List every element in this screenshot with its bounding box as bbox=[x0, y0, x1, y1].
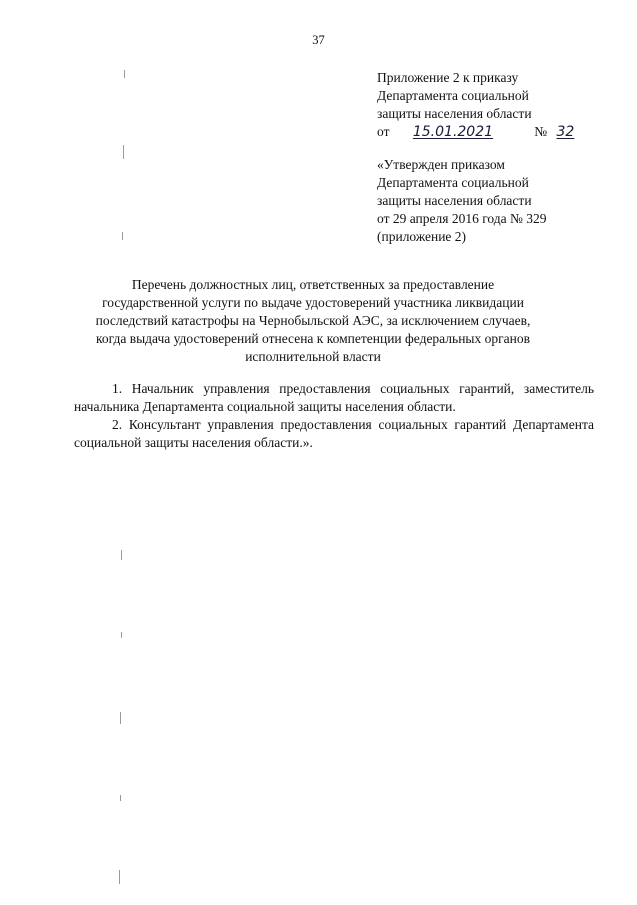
approved-line: «Утвержден приказом bbox=[377, 157, 505, 172]
approved-line: (приложение 2) bbox=[377, 229, 467, 244]
title-line: Перечень должностных лиц, ответственных за предоставление bbox=[131, 277, 495, 292]
approved-line: от 29 апреля 2016 года № 329 bbox=[377, 211, 547, 226]
page-number: 37 bbox=[312, 33, 325, 47]
handwritten-date: 15.01.2021 bbox=[412, 124, 494, 140]
list-item-text: 2. Консультант управления предоставления социальных гарантий Департамента социальной защиты населения области.». bbox=[74, 417, 594, 450]
scan-mark bbox=[120, 712, 121, 724]
title-line: государственной услуги по выдаче удостоверений участника ликвидации bbox=[102, 295, 524, 310]
scan-mark bbox=[121, 632, 122, 638]
scan-mark bbox=[120, 795, 121, 801]
list-item bbox=[74, 416, 594, 452]
list-item bbox=[74, 380, 594, 416]
document-title bbox=[78, 276, 548, 366]
handwritten-number: 32 bbox=[556, 124, 575, 140]
annex-line: Департамента социальной bbox=[377, 88, 529, 103]
list-item-text: 1. Начальник управления предоставления социальных гарантий, заместитель начальника Департамента социальной защиты населения области. bbox=[74, 381, 594, 414]
positions-list bbox=[74, 380, 594, 452]
annex-header bbox=[377, 69, 609, 141]
scan-mark bbox=[121, 550, 122, 560]
scan-mark bbox=[123, 145, 124, 159]
number-label: № bbox=[534, 124, 548, 139]
title-line: исполнительной власти bbox=[245, 349, 381, 364]
scan-mark bbox=[119, 870, 120, 884]
approved-line: Департамента социальной bbox=[377, 175, 529, 190]
annex-date-row bbox=[377, 123, 609, 141]
title-line: последствий катастрофы на Чернобыльской АЭС, за исключением случаев, bbox=[95, 313, 531, 328]
scan-mark bbox=[124, 70, 125, 78]
approved-line: защиты населения области bbox=[377, 193, 532, 208]
annex-line: Приложение 2 к приказу bbox=[377, 70, 519, 85]
scan-mark bbox=[122, 232, 123, 240]
approved-block bbox=[377, 156, 547, 246]
annex-line: защиты населения области bbox=[377, 106, 532, 121]
title-line: когда выдача удостоверений отнесена к компетенции федеральных органов bbox=[95, 331, 530, 346]
date-prefix: от bbox=[377, 124, 390, 139]
